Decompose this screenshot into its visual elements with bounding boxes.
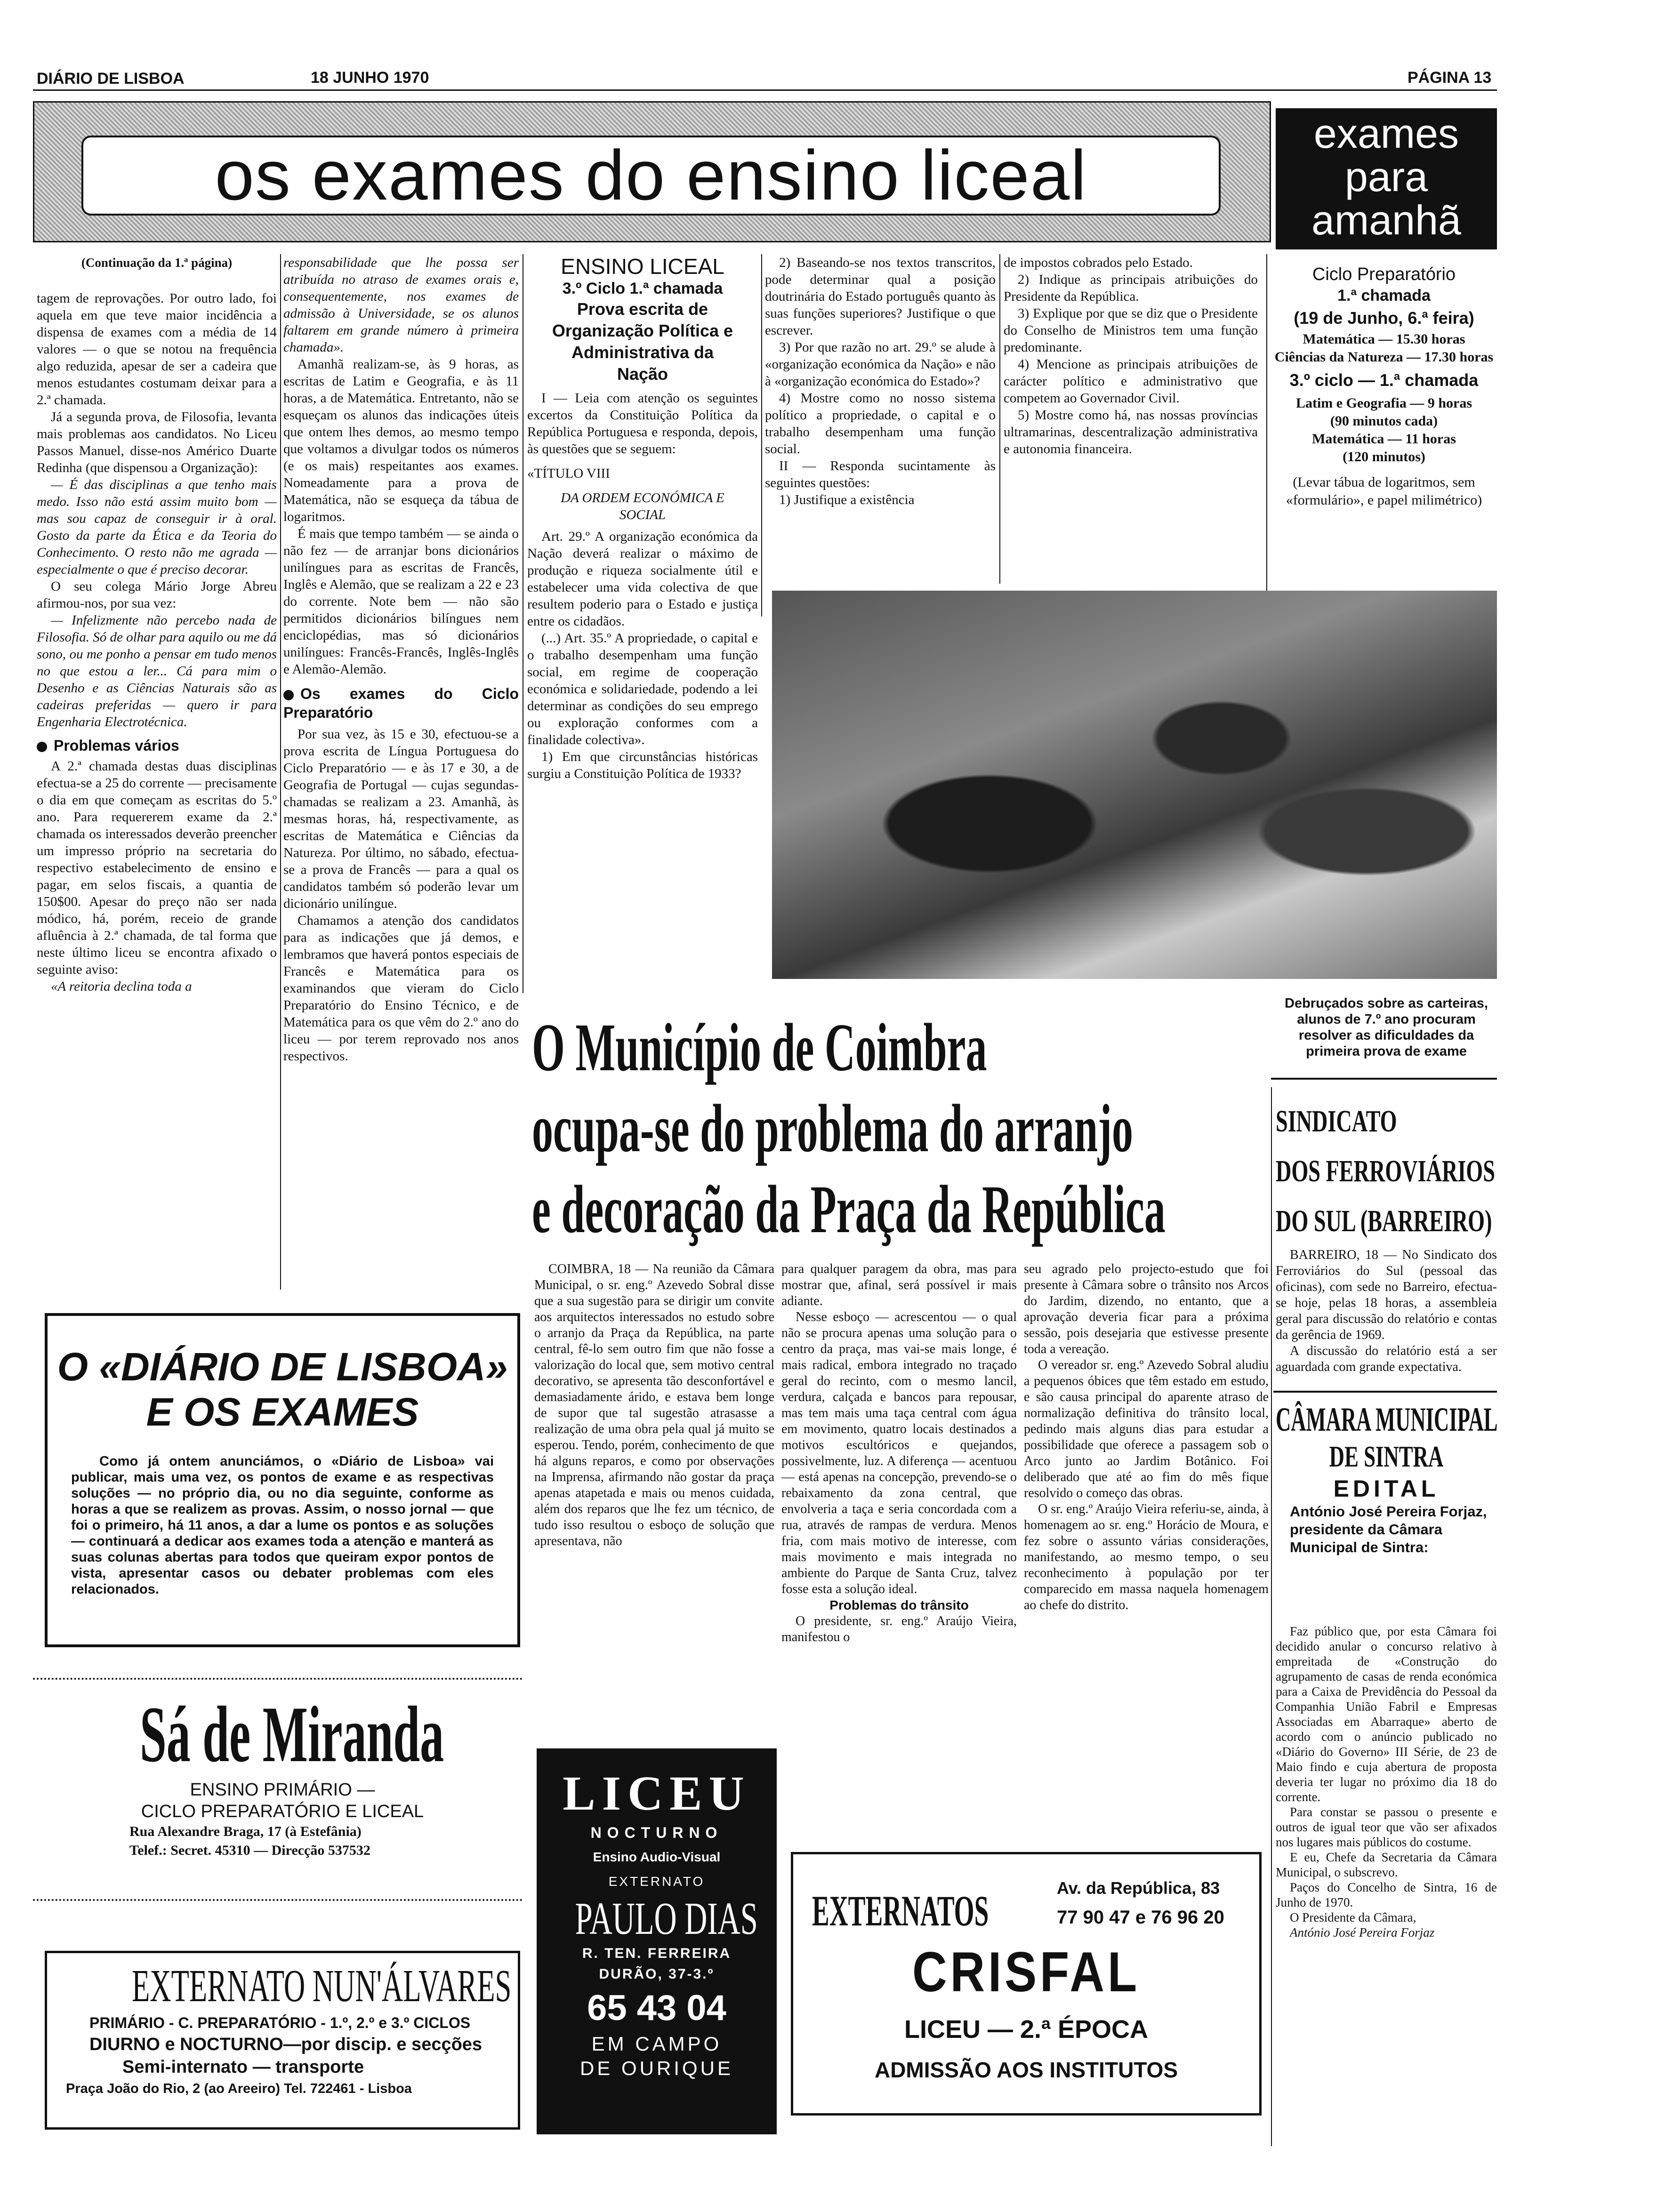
paragraph: Faz público que, por esta Câmara foi decidido anular o concurso relativo à empreitada de «Construção do agrupamento de casas de renda económica para a Caixa de Previdência do Pessoal da Companhia União Fabril e Empresas Associadas em Abarraque» aberto de acordo com o anúncio publicado no «Diário do Governo» III Série, de 23 de Maio findo e cuja abertura de proposta deveria ter lugar no próximo dia 18 do corrente. xyxy=(1276,1624,1497,1804)
paragraph: 1) Justifique a existência xyxy=(779,492,915,507)
subhead-transito: Problemas do trânsito xyxy=(829,1598,969,1612)
ad-phone: 65 43 04 xyxy=(587,1988,726,2028)
paragraph: II — Responda sucintamente às seguintes questões: xyxy=(765,458,996,490)
ad-line: Praça João do Rio, 2 (ao Areeiro) Tel. 722461 - Lisboa xyxy=(66,2081,412,2096)
headline-line: ocupa-se do problema do arranjo xyxy=(532,1091,1133,1166)
ad-title: E OS EXAMES xyxy=(146,1390,419,1434)
ad-title: O «DIÁRIO DE LISBOA» xyxy=(57,1345,508,1389)
section-rule xyxy=(1273,1391,1497,1393)
exames-amanha-title: exames para amanhã xyxy=(1311,110,1461,243)
exam-questions-column-3 xyxy=(1004,254,1258,584)
coimbra-headline xyxy=(532,1007,1166,1250)
nunalvares-ad xyxy=(45,1951,520,2130)
paragraph: responsabilidade que lhe possa ser atribuída no atraso de exames orais e, consequentemente, nos exames de admissão à Universidade, se os alunos faltarem em grande número à primeira chamada». xyxy=(283,255,519,355)
paragraph: para qualquer paragem da obra, mas para mostrar que, afinal, será possível ir mais adiante. xyxy=(781,1262,1017,1308)
exam-questions-column-2 xyxy=(765,254,996,584)
coimbra-column-1 xyxy=(534,1261,774,1657)
paragraph: Chamamos a atenção dos candidatos para as indicações que já demos, e lembramos que haverá pontos especiais de Francês e Matemática para os examinandos que vieram do Ciclo Preparatório do Ensino Técnico, e de Matemática para os que vêm do 2.º ano do liceu — por terem reprovado nos anos respectivos. xyxy=(283,913,519,1064)
paragraph: O Presidente da Câmara, xyxy=(1290,1910,1416,1924)
ad-title: EXTERNATOS xyxy=(812,1887,989,1935)
ad-line: 77 90 47 e 76 96 20 xyxy=(1057,1907,1224,1928)
ad-title: EXTERNATO NUN'ÁLVARES xyxy=(132,1961,512,2012)
schedule-line: Latim e Geografia — 9 horas xyxy=(1295,395,1472,411)
ad-line: DE OURIQUE xyxy=(579,2057,734,2079)
crisfal-ad xyxy=(791,1852,1262,2116)
paragraph: 1) Em que circunstâncias históricas surgiu a Constituição Política de 1933? xyxy=(527,749,758,781)
paragraph: de impostos cobrados pelo Estado. xyxy=(1004,255,1193,270)
ad-line: Rua Alexandre Braga, 17 (à Estefânia) xyxy=(129,1824,362,1839)
paragraph: Para constar se passou o presente e outros de igual teor que vão ser afixados nos lugares mais públicos do costume. xyxy=(1276,1805,1497,1849)
schedule-line: Matemática — 15.30 horas xyxy=(1303,331,1465,347)
paragraph: Por sua vez, às 15 e 30, efectuou-se a prova escrita de Língua Portuguesa do Ciclo Preparatório — e às 17 e 30, a de Geografia de Portugal — cujas segundas-chamadas se realizam a 23. Amanhã, às mesmas horas, há, respectivamente, as escritas de Matemática e Ciências da Natureza. Por último, no sábado, efectua-se a prova de Francês — para a qual os candidatos também só poderão levar um dicionário unilíngue. xyxy=(283,727,519,911)
ad-border-top xyxy=(33,1678,523,1680)
subhead-text: Os exames do Ciclo Preparatório xyxy=(283,685,519,721)
exames-amanha-box xyxy=(1276,108,1497,249)
column-rule xyxy=(999,254,1000,584)
paragraph: tagem de reprovações. Por outro lado, foi aquela em que teve maior incidência a dispensa de exames com a média de 14 valores — o que se notou na frequência algo reduzida, apesar de ser a cadeira que menos estudantes costumam deixar para a 2.ª chamada. xyxy=(37,291,277,408)
paragraph: É mais que tempo também — se ainda o não fez — de arranjar bons dicionários unilíngues para as escritas de Francês, Inglês e Alemão, que se realizam a 22 e 23 do corrente. Note bem — não são permitidos dicionários bilíngues nem enciclopédias, mas só dicionários unilíngues: Francês-Francês, Inglês-Inglês e Alemão-Alemão. xyxy=(283,526,519,677)
schedule-line: Ciências da Natureza — 17.30 horas xyxy=(1274,349,1494,365)
ciclo-chamada: 3.º Ciclo 1.ª chamada xyxy=(562,280,723,297)
article-column-2 xyxy=(283,254,519,1294)
ad-line: DURÃO, 37-3.º xyxy=(599,1966,715,1982)
paragraph: O sr. eng.º Araújo Vieira referiu-se, ainda, à homenagem ao sr. eng.º Horácio de Moura, e fez sobre o assunto várias considerações, manifestando, ao mesmo tempo, o seu reconhecimento à população por ter comparecido em massa naquela homenagem ao chefe do distrito. xyxy=(1024,1502,1269,1612)
paragraph: 2) Baseando-se nos textos transcritos, pode determinar qual a posição doutrinária do Estado português quanto às suas funções superiores? Justifique o que escrever. xyxy=(765,255,996,338)
ad-title: LICEU xyxy=(563,1766,751,1820)
column-rule xyxy=(1271,1087,1272,2146)
banner-title: os exames do ensino liceal xyxy=(215,136,1087,215)
liceu-nocturno-ad xyxy=(537,1748,777,2134)
ad-title: CRISFAL xyxy=(912,1940,1140,2004)
ad-line: PRIMÁRIO - C. PREPARATÓRIO - 1.º, 2.º e 3.º CICLOS xyxy=(89,2014,471,2031)
subhead-text: Problemas vários xyxy=(54,737,179,754)
paragraph: Art. 29.º A organização económica da Nação deverá realizar o máximo de produção e riqueza socialmente útil e estabelecer uma vida colectiva de que resultem poderio para o Estado e justiça entre os cidadãos. xyxy=(527,529,758,629)
newspaper-name: DIÁRIO DE LISBOA xyxy=(37,70,185,88)
prova-title: Prova escrita de Organização Política e Administrativa da Nação xyxy=(552,299,733,384)
ad-line: Telef.: Secret. 45310 — Direcção 537532 xyxy=(129,1843,370,1858)
paragraph: Já a segunda prova, de Filosofia, levanta mais problemas aos candidatos. No Liceu Passos Manuel, disse-nos Américo Duarte Redinha (que dispensou a Organização): xyxy=(37,409,277,475)
bullet-icon xyxy=(283,690,294,700)
sintra-text xyxy=(1276,1624,1497,2141)
schedule-line: (120 minutos) xyxy=(1343,449,1425,465)
ad-line: EM CAMPO xyxy=(591,2033,722,2055)
paragraph: COIMBRA, 18 — Na reunião da Câmara Municipal, o sr. eng.º Azevedo Sobral disse que a sua sugestão para se dirigir um convite aos arquitectos interessados no estudo sobre o arranjo da Praça da República, na parte central, fê-lo sem outro fim que não fosse a valorização do local que, sem motivo central decorativo, se apresenta tão desconfortável e demasiadamente árido, e estava bem longe de supor que tal sugestão atrasasse a realização de uma obra pela qual já muito se esperou. Tendo, porém, conhecimento de que há alguns reparos, e como por observações na Imprensa, afirmando não gostar da praça apenas atapetada e mais ou menos cuidada, além dos reparos que lhe fez um técnico, de tudo isso resultou o esboço de solução que apresentava, não xyxy=(534,1262,774,1548)
column-rule xyxy=(280,254,281,1290)
dl-exames-ad xyxy=(45,1313,520,1647)
ad-line: Ensino Audio-Visual xyxy=(593,1850,721,1864)
paragraph: Amanhã realizam-se, às 9 horas, as escritas de Latim e Geografia, e às 11 horas, a de Matemática. Entretanto, não se esqueçam os alunos das indicações úteis que ontem lhes demos, ao mesmo tempo que voltamos a divulgar todos os números (e os mais) respeitantes aos exames. Nomeadamente para a prova de Matemática, não se esqueça da tábua de logaritmos. xyxy=(283,357,519,524)
ad-line: ADMISSÃO AOS INSTITUTOS xyxy=(874,2058,1178,2082)
paragraph: 5) Mostre como há, nas nossas províncias ultramarinas, descentralização administrativa e autonomia financeira. xyxy=(1004,408,1258,457)
headline-line: DO SUL (BARREIRO) xyxy=(1276,1204,1492,1238)
schedule-line: Ciclo Preparatório xyxy=(1312,264,1456,284)
continuation-note: (Continuação da 1.ª página) xyxy=(81,256,233,270)
paragraph: A 2.ª chamada destas duas disciplinas efectua-se a 25 do corrente — precisamente o dia em que começam as escritas do 5.º ano. Para requererem exame da 2.ª chamada os interessados deverão preencher um impresso próprio na secretaria do respectivo estabelecimento de ensino e pagar, em selos fiscais, a quantia de 150$00. Apesar do preço não ser nada módico, há, porém, receio de grande afluência à 2.ª chamada, de tal forma que neste último liceu se encontra afixado o seguinte aviso: xyxy=(37,759,277,977)
sindicato-text xyxy=(1276,1247,1497,1388)
headline-line: DOS FERROVIÁRIOS xyxy=(1276,1154,1495,1188)
coimbra-column-3 xyxy=(1024,1261,1269,1647)
photo-caption: Debruçados sobre as carteiras, alunos de 7.º ano procuram resolver as dificuldades da primeira prova de exame xyxy=(1285,996,1488,1059)
paragraph: Paços do Concelho de Sintra, 16 de Junho de 1970. xyxy=(1276,1880,1497,1909)
ad-line: LICEU — 2.ª ÉPOCA xyxy=(904,2015,1149,2044)
bullet-icon xyxy=(37,742,47,752)
ad-line: Av. da República, 83 xyxy=(1057,1878,1220,1898)
paragraph: 4) Mencione as principais atribuições de carácter político e administrativo que competem ao Governador Civil. xyxy=(1004,357,1258,406)
sindicato-headline xyxy=(1276,1097,1497,1246)
exam-questions-column xyxy=(527,254,758,993)
headline-line: e decoração da Praça da República xyxy=(532,1172,1166,1247)
page-number: PÁGINA 13 xyxy=(1408,69,1492,87)
paragraph: O vereador sr. eng.º Azevedo Sobral aludiu a pequenos óbices que têm estado em estudo, e são causa principal do aparente atraso de normalização definitiva do trânsito local, pedindo mais alguns dias para estudar a possibilidade que oferece a passagem sob o Arco junto ao Jardim Botânico. Foi deliberado que até ao fim do mês fique resolvido o começo das obras. xyxy=(1024,1358,1269,1500)
sa-de-miranda-ad xyxy=(45,1690,520,1878)
paragraph: O seu colega Mário Jorge Abreu afirmou-nos, por sua vez: xyxy=(37,579,277,611)
ad-border-bottom xyxy=(33,1899,523,1901)
coimbra-column-2 xyxy=(781,1261,1017,1657)
exam-room-photo xyxy=(772,591,1497,979)
headline-line: O Município de Coimbra xyxy=(532,1010,987,1085)
paragraph: BARREIRO, 18 — No Sindicato dos Ferroviários do Sul (pessoal das oficinas), com sede no Barreiro, efectua-se hoje, pelas 18 horas, a assembleia geral para discussão do relatório e contas da gerência de 1969. xyxy=(1276,1248,1497,1342)
schedule-line: (90 minutos cada) xyxy=(1330,413,1438,429)
paragraph: 4) Mostre como no nosso sistema político a propriedade, o capital e o trabalho desempenham uma função social. xyxy=(765,391,996,457)
edital-title: EDITAL xyxy=(1333,1475,1440,1502)
schedule-line: (19 de Junho, 6.ª feira) xyxy=(1294,308,1474,328)
header-rule xyxy=(33,89,1497,91)
titulo-line: «TÍTULO VIII xyxy=(527,466,610,481)
paragraph: 3) Por que razão no art. 29.º se alude à «organização económica da Nação» e não à «organização económica do Estado»? xyxy=(765,340,996,389)
ensino-liceal-head: ENSINO LICEAL xyxy=(561,254,724,279)
paragraph: 3) Explique por que se diz que o Presidente do Conselho de Ministros tem uma função predominante. xyxy=(1004,306,1258,355)
banner-title-frame xyxy=(81,136,1221,216)
schedule-line: 3.º ciclo — 1.ª chamada xyxy=(1289,370,1479,390)
ad-line: CICLO PREPARATÓRIO E LICEAL xyxy=(141,1802,424,1821)
paragraph: I — Leia com atenção os seguintes excertos da Constituição Política da República Portuguesa e responda, depois, às questões que se seguem: xyxy=(527,391,758,457)
paragraph: O presidente, sr. eng.º Araújo Vieira, manifestou o xyxy=(781,1614,1017,1644)
schedule-line: Matemática — 11 horas xyxy=(1312,431,1456,447)
ad-line: DIURNO e NOCTURNO—por discip. e secções xyxy=(89,2035,483,2054)
exames-amanha-list xyxy=(1271,264,1497,509)
paragraph: «A reitoria declina toda a xyxy=(51,979,192,994)
ad-line: Semi-internato — transporte xyxy=(122,2057,364,2077)
issue-date: 18 JUNHO 1970 xyxy=(311,69,429,87)
paragraph: (...) Art. 35.º A propriedade, o capital e o trabalho desempenham uma função social, em regime de cooperação económica e solidariedade, podendo a lei determinar as condições do seu emprego ou exploração conformes com a finalidade colectiva». xyxy=(527,631,758,747)
schedule-note: (Levar tábua de logaritmos, sem «formulário», e papel milimétrico) xyxy=(1286,474,1482,508)
paragraph: 2) Indique as principais atribuições do Presidente da República. xyxy=(1004,272,1258,304)
column-rule xyxy=(1266,254,1267,593)
headline-line: SINDICATO xyxy=(1276,1104,1397,1138)
caption-rule xyxy=(1271,1078,1497,1080)
column-rule xyxy=(761,254,762,617)
paragraph: seu agrado pelo projecto-estudo que foi presente à Câmara sobre o trânsito nos Arcos do Jardim, dizendo, no entanto, que a aprovação deveria ficar para a próxima sessão, pois desejaria que estivesse presente toda a vereação. xyxy=(1024,1262,1269,1356)
ad-line: EXTERNATO xyxy=(608,1874,705,1889)
quote: — É das disciplinas a que tenho mais medo. Isso não está assim muito bom — mas sou capaz de conseguir ir à oral. Gosto da parte da Ética e da Teoria do Conhecimento. O resto não me agrada — especialmente o que é preciso decorar. xyxy=(37,477,277,577)
schedule-line: 1.ª chamada xyxy=(1337,287,1431,305)
edital-byline: António José Pereira Forjaz, presidente da Câmara Municipal de Sintra: xyxy=(1290,1503,1487,1555)
paragraph: E eu, Chefe da Secretaria da Câmara Municipal, o subscrevo. xyxy=(1276,1850,1497,1879)
ad-title: PAULO DIAS xyxy=(575,1893,758,1944)
ad-line: NOCTURNO xyxy=(590,1824,723,1841)
sintra-edital xyxy=(1276,1400,1497,1556)
quote: — Infelizmente não percebo nada de Filosofia. Só de olhar para aquilo ou me dá sono, ou me ponho a pensar em tudo menos no que estou a ler... Cá para mim o Desenho e as Ciências Naturais são as cadeiras preferidas — quero ir para Engenharia Electrotécnica. xyxy=(37,613,277,729)
ad-text: Como já ontem anunciámos, o «Diário de Lisboa» vai publicar, mais uma vez, os pontos de exame e as respectivas soluções — no próprio dia, ou no dia seguinte, conforme as horas a que se realizem as provas. Assim, o nosso jornal — que foi o primeiro, há 11 anos, a dar a lume os pontos e as soluções — continuará a dedicar aos exames toda a atenção e manterá as suas colunas abertas para todos que queiram expor pontos de vista, apresentar casos ou debater problemas com eles relacionados. xyxy=(71,1454,494,1597)
paragraph: A discussão do relatório está a ser aguardada com grande expectativa. xyxy=(1276,1344,1497,1374)
banner-panel xyxy=(33,101,1271,242)
ad-line: ENSINO PRIMÁRIO — xyxy=(190,1780,375,1800)
subhead-ciclo xyxy=(283,684,519,722)
paragraph: António José Pereira Forjaz xyxy=(1290,1925,1435,1940)
headline-line: DE SINTRA xyxy=(1329,1440,1444,1473)
article-column-1 xyxy=(37,254,277,1294)
ad-title: Sá de Miranda xyxy=(140,1690,444,1779)
paragraph: Nesse esboço — acrescentou — o qual não se procura apenas uma solução para o centro da praça, mas vai-se mais longe, é mais radical, embora integrado no traçado geral do recinto, com o mesmo lancil, verdura, calçada e bancos para repousar, mas tem mais uma taça central com água em movimento, quatro locais destinados a motivos escultóricos e quejandos, possivelmente, luz. A diferença — acentuou — está apenas na concepção, prevendo-se o rebaixamento da zona central, que envolveria a taça e seria concordada com a rua, através de rampas de verdura. Menos fria, com mais motivo de interesse, com mais movimento e mais integrada no ambiente do Parque de Santa Cruz, talvez fosse esta a solução ideal. xyxy=(781,1310,1017,1596)
ordem-line: DA ORDEM ECONÓMICA E SOCIAL xyxy=(561,490,724,522)
ad-line: R. TEN. FERREIRA xyxy=(582,1946,732,1961)
headline-line: CÂMARA MUNICIPAL xyxy=(1276,1401,1498,1438)
subhead-problemas xyxy=(37,737,277,754)
